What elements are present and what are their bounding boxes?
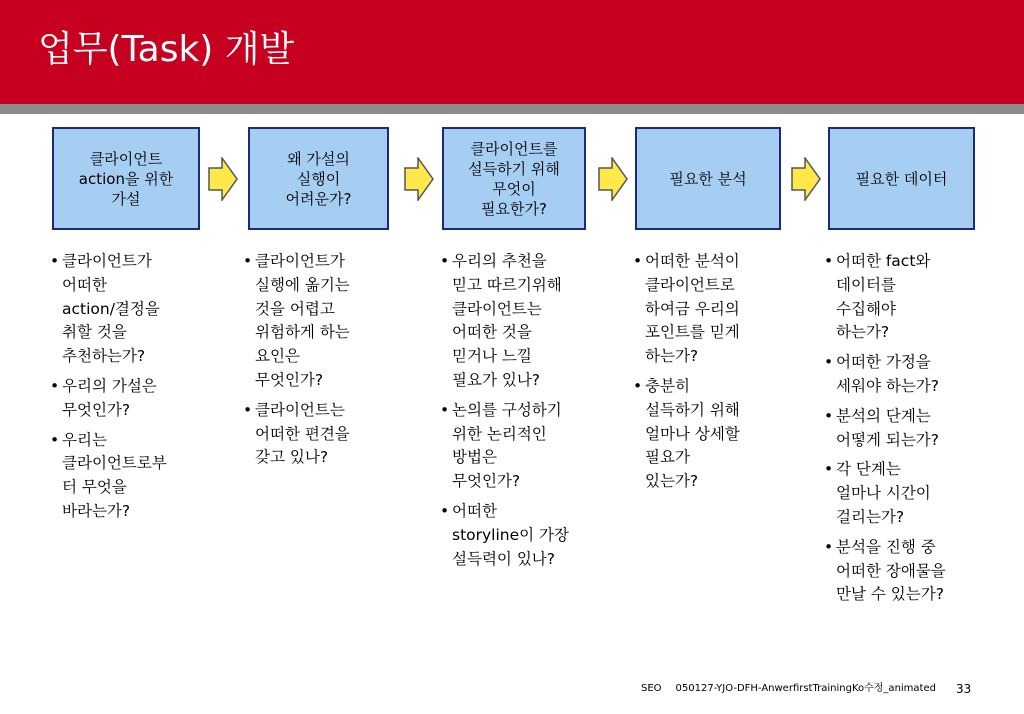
- list-item: • 우리의 가설은 무엇인가?: [52, 375, 212, 423]
- list-item: • 분석의 단계는 어떻게 되는가?: [826, 405, 996, 453]
- column-difficulty: [245, 250, 405, 476]
- list-item: • 어떠한 가정을 세워야 하는가?: [826, 351, 996, 399]
- step-box-difficulty: 왜 가설의 실행이 어려운가?: [248, 127, 389, 230]
- right-arrow-icon: [791, 157, 821, 201]
- list-item: • 각 단계는 얼마나 시간이 걸리는가?: [826, 458, 996, 529]
- footer-seo: SEO: [641, 683, 662, 694]
- header-divider: [0, 104, 1024, 114]
- list-item: • 클라이언트가 어떠한 action/결정을 취할 것을 추천하는가?: [52, 250, 212, 369]
- step-box-persuasion: 클라이언트를 설득하기 위해 무엇이 필요한가?: [442, 127, 586, 230]
- list-item: • 어떠한 storyline이 가장 설득력이 있나?: [442, 500, 612, 571]
- list-item: • 클라이언트는 어떠한 편견을 갖고 있나?: [245, 399, 405, 470]
- column-data: [826, 250, 996, 613]
- page-number: 33: [956, 682, 972, 696]
- page-title: 업무(Task) 개발: [38, 29, 295, 70]
- list-item: • 어떠한 분석이 클라이언트로 하여금 우리의 포인트를 믿게 하는가?: [635, 250, 795, 369]
- list-item: • 우리는 클라이언트로부 터 무엇을 바라는가?: [52, 429, 212, 524]
- step-box-analysis: 필요한 분석: [635, 127, 781, 230]
- column-hypothesis: [52, 250, 212, 530]
- right-arrow-icon: [404, 157, 434, 201]
- right-arrow-icon: [598, 157, 628, 201]
- list-item: • 어떠한 fact와 데이터를 수집해야 하는가?: [826, 250, 996, 345]
- right-arrow-icon: [208, 157, 238, 201]
- footer-text: [641, 683, 936, 695]
- header-bar: [0, 0, 1024, 104]
- list-item: • 충분히 설득하기 위해 얼마나 상세할 필요가 있는가?: [635, 375, 795, 494]
- list-item: • 논의를 구성하기 위한 논리적인 방법은 무엇인가?: [442, 399, 612, 494]
- list-item: • 우리의 추천을 믿고 따르기위해 클라이언트는 어떠한 것을 믿거나 느낄 필요가 있나?: [442, 250, 612, 393]
- list-item: • 클라이언트가 실행에 옮기는 것을 어렵고 위험하게 하는 요인은 무엇인가?: [245, 250, 405, 393]
- step-box-data: 필요한 데이터: [828, 127, 975, 230]
- list-item: • 분석을 진행 중 어떠한 장애물을 만날 수 있는가?: [826, 536, 996, 607]
- footer-doc-name: 050127-YJO-DFH-AnwerfirstTrainingKo수정_animated: [675, 683, 936, 694]
- column-analysis: [635, 250, 795, 500]
- step-box-hypothesis: 클라이언트 action을 위한 가설: [52, 127, 200, 230]
- column-persuasion: [442, 250, 612, 577]
